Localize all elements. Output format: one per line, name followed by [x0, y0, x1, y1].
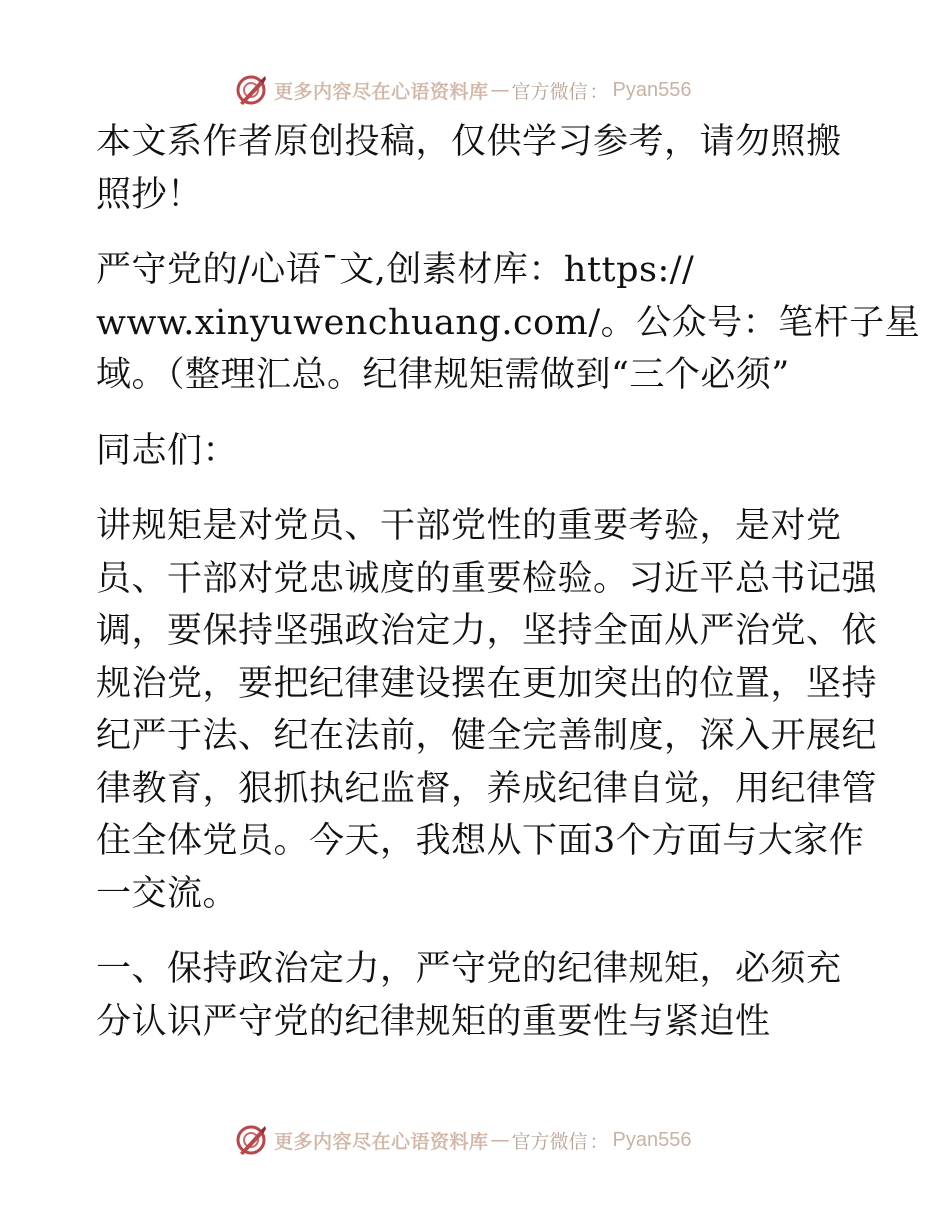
text-line: 规治党，要把纪律建设摆在更加突出的位置，坚持	[96, 663, 878, 704]
colon: ：	[589, 80, 609, 103]
text-line: 一、保持政治定力，严守党的纪律规矩，必须充	[96, 949, 842, 989]
wechat-label: 官方微信	[511, 1130, 588, 1153]
text-line: www.xinyuwenchuang.com/。公众号：笔杆子星	[96, 302, 921, 343]
text-line: 严守党的/心语¯文,创素材库：https://	[96, 250, 695, 290]
header-banner	[0, 72, 950, 112]
pen-logo-icon	[234, 1123, 268, 1157]
paragraph-source-info	[96, 244, 921, 402]
text-line: 律教育，狠抓执纪监督，养成纪律自觉，用纪律管	[96, 768, 878, 809]
text-line: 讲规矩是对党员、干部党性的重要考验，是对党	[96, 506, 842, 546]
colon: ：	[589, 1130, 609, 1153]
footer-banner	[0, 1122, 950, 1162]
brand-text: 更多内容尽在心语资料库	[274, 1130, 489, 1153]
text-line: 住全体党员。今天，我想从下面3个方面与大家作	[96, 821, 865, 861]
text-line: 分认识严守党的纪律规矩的重要性与紧迫性	[96, 1001, 771, 1042]
text-line: 一交流。	[96, 873, 239, 914]
pen-logo-icon	[234, 73, 268, 107]
wechat-id: Pyan556	[612, 1128, 692, 1151]
text-line: 调，要保持坚强政治定力，坚持全面从严治党、依	[96, 611, 878, 651]
text-line: 照抄！	[96, 174, 203, 215]
separator-dash: —	[490, 1129, 510, 1151]
text-line: 纪严于法、纪在法前，健全完善制度，深入开展纪	[96, 716, 878, 756]
paragraph-copyright-notice	[96, 116, 856, 221]
separator-dash: —	[490, 79, 510, 101]
text-line: 同志们：	[96, 430, 239, 471]
wechat-id: Pyan556	[612, 78, 692, 101]
document-body	[96, 116, 921, 1048]
paragraph-greeting	[96, 425, 856, 478]
text-line: 员、干部对党忠诚度的重要检验。习近平总书记强	[96, 558, 878, 599]
brand-text: 更多内容尽在心语资料库	[274, 80, 489, 103]
wechat-label: 官方微信	[511, 80, 588, 103]
text-line: 本文系作者原创投稿，仅供学习参考，请勿照搬	[96, 122, 842, 162]
paragraph-intro	[96, 500, 878, 920]
text-line: 域。（整理汇总。纪律规矩需做到“三个必须”	[96, 355, 790, 395]
section-heading-1	[96, 943, 856, 1048]
